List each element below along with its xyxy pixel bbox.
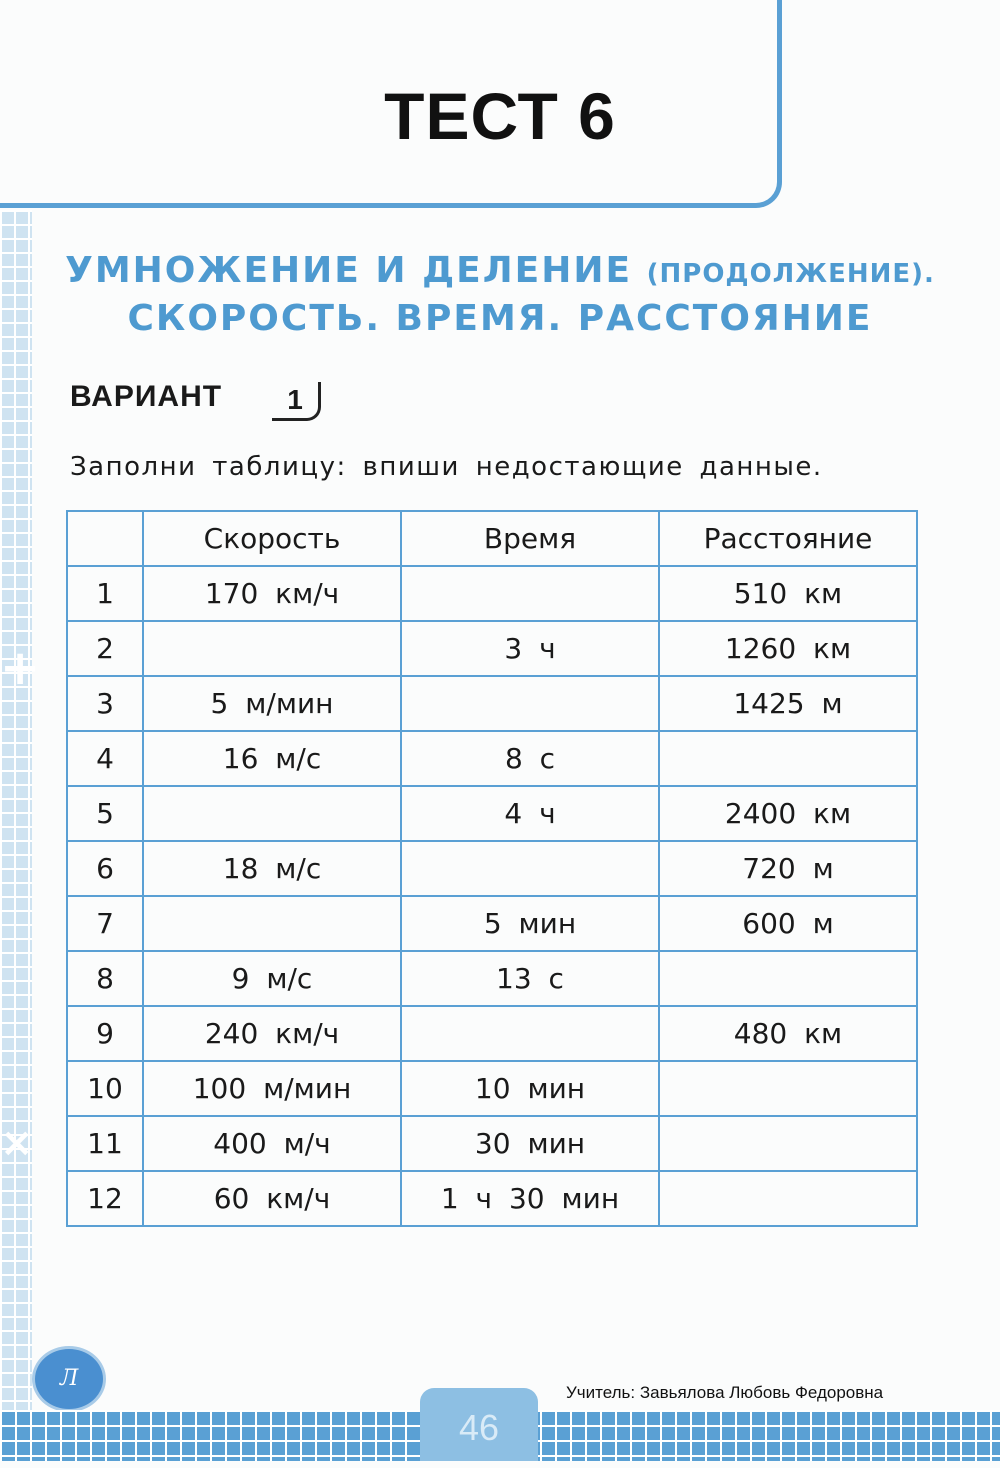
teacher-credit: Учитель: Завьялова Любовь Федоровна [566, 1383, 884, 1402]
table-row [67, 841, 917, 896]
variant-label: ВАРИАНТ [70, 380, 223, 413]
table-row [67, 786, 917, 841]
topic-line-1 [0, 250, 1000, 291]
distance-cell[interactable]: 2400 км [659, 786, 917, 841]
time-cell[interactable]: 5 мин [401, 896, 659, 951]
table-row [67, 731, 917, 786]
time-cell[interactable]: 13 с [401, 951, 659, 1006]
row-number: 2 [67, 621, 143, 676]
table-row [67, 1061, 917, 1116]
distance-cell[interactable] [659, 1061, 917, 1116]
plus-icon: + [0, 640, 41, 696]
publisher-logo [32, 1346, 106, 1412]
distance-cell[interactable]: 510 км [659, 566, 917, 621]
speed-cell[interactable]: 400 м/ч [143, 1116, 401, 1171]
header-divider [0, 203, 28, 208]
time-cell[interactable]: 4 ч [401, 786, 659, 841]
distance-cell[interactable] [659, 731, 917, 786]
topic-line-2: СКОРОСТЬ. ВРЕМЯ. РАССТОЯНИЕ [127, 298, 873, 339]
table-row [67, 676, 917, 731]
speed-cell[interactable]: 240 км/ч [143, 1006, 401, 1061]
left-decorative-strip [0, 210, 32, 1461]
speed-cell[interactable] [143, 621, 401, 676]
header-number [67, 511, 143, 566]
time-cell[interactable] [401, 841, 659, 896]
distance-cell[interactable]: 1425 м [659, 676, 917, 731]
row-number: 9 [67, 1006, 143, 1061]
distance-cell[interactable] [659, 1116, 917, 1171]
row-number: 11 [67, 1116, 143, 1171]
speed-cell[interactable]: 100 м/мин [143, 1061, 401, 1116]
variant-number: 1 [272, 382, 321, 421]
page-number: 46 [420, 1388, 538, 1461]
logo-mark-icon: Л [59, 1366, 79, 1391]
speed-cell[interactable]: 16 м/с [143, 731, 401, 786]
time-cell[interactable] [401, 1006, 659, 1061]
header-distance: Расстояние [659, 511, 917, 566]
speed-cell[interactable]: 5 м/мин [143, 676, 401, 731]
table-row [67, 1006, 917, 1061]
instruction: Заполни таблицу: впиши недостающие данные. [70, 452, 823, 482]
topic-main: УМНОЖЕНИЕ И ДЕЛЕНИЕ [65, 250, 633, 291]
table-row [67, 566, 917, 621]
time-cell[interactable]: 3 ч [401, 621, 659, 676]
row-number: 10 [67, 1061, 143, 1116]
distance-cell[interactable]: 600 м [659, 896, 917, 951]
speed-cell[interactable]: 170 км/ч [143, 566, 401, 621]
distance-cell[interactable]: 1260 км [659, 621, 917, 676]
distance-cell[interactable] [659, 951, 917, 1006]
time-cell[interactable] [401, 566, 659, 621]
header-speed: Скорость [143, 511, 401, 566]
row-number: 4 [67, 731, 143, 786]
row-number: 12 [67, 1171, 143, 1226]
row-number: 8 [67, 951, 143, 1006]
speed-cell[interactable]: 60 км/ч [143, 1171, 401, 1226]
speed-cell[interactable]: 9 м/с [143, 951, 401, 1006]
table-row [67, 951, 917, 1006]
table-row [67, 896, 917, 951]
distance-cell[interactable]: 720 м [659, 841, 917, 896]
row-number: 1 [67, 566, 143, 621]
row-number: 7 [67, 896, 143, 951]
speed-cell[interactable] [143, 896, 401, 951]
speed-time-distance-table [66, 510, 918, 1227]
speed-cell[interactable] [143, 786, 401, 841]
time-cell[interactable]: 30 мин [401, 1116, 659, 1171]
table-header-row [67, 511, 917, 566]
time-cell[interactable]: 8 с [401, 731, 659, 786]
row-number: 3 [67, 676, 143, 731]
table-row [67, 621, 917, 676]
topic-continuation: (ПРОДОЛЖЕНИЕ). [646, 259, 935, 289]
row-number: 5 [67, 786, 143, 841]
row-number: 6 [67, 841, 143, 896]
distance-cell[interactable] [659, 1171, 917, 1226]
time-cell[interactable]: 1 ч 30 мин [401, 1171, 659, 1226]
distance-cell[interactable]: 480 км [659, 1006, 917, 1061]
speed-cell[interactable]: 18 м/с [143, 841, 401, 896]
time-cell[interactable]: 10 мин [401, 1061, 659, 1116]
table-row [67, 1171, 917, 1226]
table-row [67, 1116, 917, 1171]
time-cell[interactable] [401, 676, 659, 731]
test-title: ТЕСТ 6 [384, 79, 616, 153]
header-time: Время [401, 511, 659, 566]
times-icon: × [0, 1120, 34, 1166]
